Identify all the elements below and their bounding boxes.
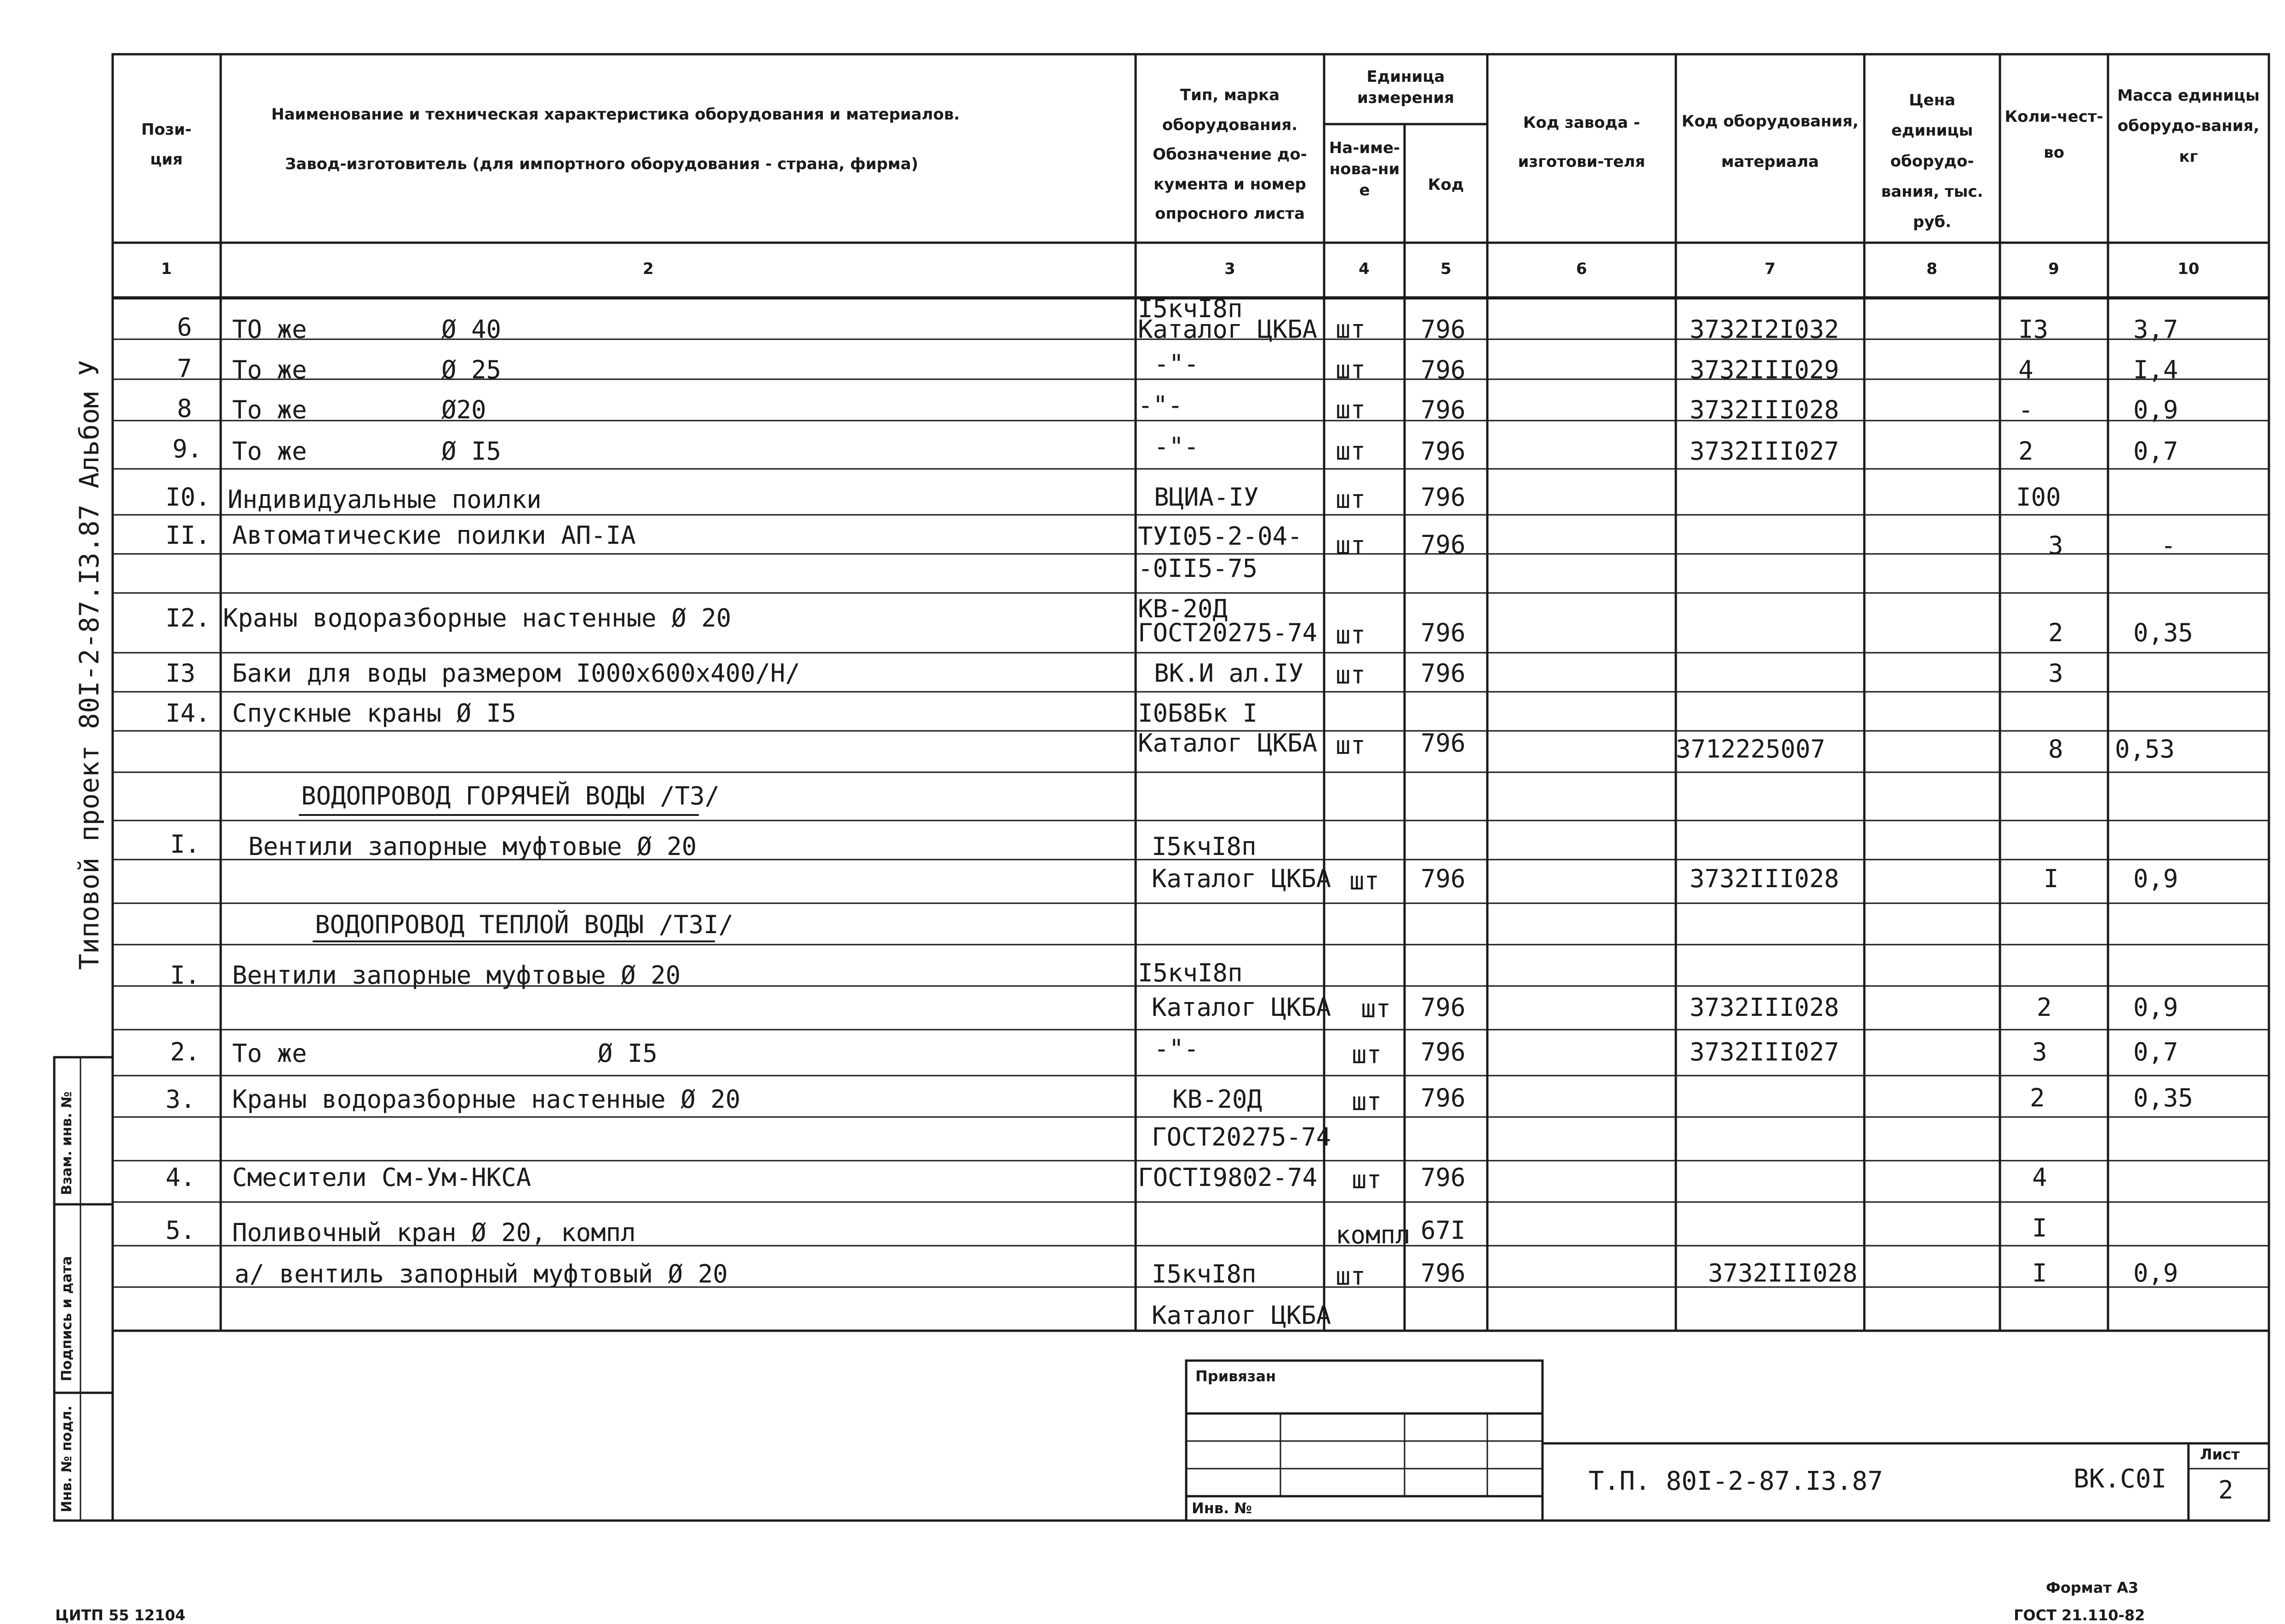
row-pos: I. — [170, 830, 200, 859]
row-unit: шт — [1352, 1087, 1382, 1116]
col-num-9: 9 — [2048, 260, 2059, 278]
row-code: 796 — [1421, 1259, 1466, 1288]
row-dia: Ø I5 — [441, 437, 502, 466]
header-unit-code: Код — [1428, 176, 1464, 194]
header-equip-code: Код оборудования, материала — [1681, 112, 1859, 171]
header-name-line1: Наименование и техническая характеристика оборудования и материалов. — [271, 105, 960, 124]
col-num-7: 7 — [1765, 260, 1776, 278]
row-type: ГОСТ20275-74 — [1152, 1123, 1331, 1151]
row-mass: 0,9 — [2133, 395, 2178, 424]
row-unit: шт — [1336, 1262, 1366, 1291]
row-name: Баки для воды размером I000x600x400/Н/ — [232, 659, 800, 688]
row-type: -"- — [1138, 391, 1183, 420]
row-qty: 2 — [2048, 618, 2063, 647]
row-qty: 2 — [2037, 993, 2052, 1022]
header-name-line2: Завод-изготовитель (для импортного оборудования - страна, фирма) — [285, 155, 919, 173]
row-qty: I — [2044, 864, 2059, 893]
row-unit: шт — [1352, 1040, 1382, 1069]
row-qty: 3 — [2048, 659, 2063, 688]
header-pos: Пози- ция — [141, 120, 192, 169]
row-qty: 4 — [2032, 1163, 2047, 1192]
row-dia: Ø20 — [441, 395, 486, 424]
row-pos: I2. — [166, 604, 211, 633]
row-pos: I. — [170, 961, 200, 990]
row-equip: 3732III028 — [1690, 993, 1839, 1022]
row-qty: - — [2018, 395, 2034, 424]
row-type: ГОСТI9802-74 — [1138, 1163, 1318, 1192]
header-unit: Единица измерения — [1357, 68, 1454, 107]
row-unit: шт — [1336, 661, 1366, 689]
header-mass: Масса единицы оборудо-вания, кг — [2117, 86, 2260, 166]
row-name: Смесители См-Ум-НКСА — [232, 1163, 531, 1192]
row-type: -0II5-75 — [1138, 554, 1258, 583]
row-code: 796 — [1421, 993, 1466, 1022]
row-name: Индивидуальные поилки — [228, 485, 542, 514]
section-title-t31: ВОДОПРОВОД ТЕПЛОЙ ВОДЫ /Т3I/ — [315, 910, 734, 939]
row-mass: 0,53 — [2115, 735, 2175, 764]
row-unit: шт — [1336, 531, 1366, 560]
header-type: Тип, марка оборудования. Обозначение до-кумента и номер опросного листа — [1153, 86, 1307, 223]
col-num-1: 1 — [161, 260, 172, 278]
row-pos: 9. — [172, 434, 203, 463]
row-pos: 8 — [177, 394, 192, 423]
row-equip: 3712225007 — [1676, 735, 1826, 764]
row-unit: шт — [1336, 485, 1366, 514]
row-pos: II. — [166, 521, 211, 550]
row-type: -"- — [1154, 1034, 1199, 1063]
row-code: 796 — [1421, 659, 1466, 688]
row-code: 796 — [1421, 437, 1466, 466]
row-dia: Ø 40 — [441, 315, 502, 344]
row-mass: 0,7 — [2133, 437, 2178, 466]
row-type: ВЦИА-IУ — [1154, 483, 1259, 512]
row-code: 796 — [1421, 1083, 1466, 1112]
row-mass: 0,9 — [2133, 864, 2178, 893]
row-name: Спускные краны Ø I5 — [232, 699, 516, 728]
stamp-inv-podl: Инв. № подл. — [59, 1405, 75, 1512]
sheet-label: Лист — [2200, 1446, 2240, 1463]
row-mass: 0,35 — [2133, 1083, 2194, 1112]
row-type: Каталог ЦКБА — [1138, 315, 1318, 344]
row-mass: - — [2161, 531, 2176, 560]
row-code: 796 — [1421, 1037, 1466, 1066]
row-qty: 2 — [2018, 437, 2034, 466]
row-equip: 3732III029 — [1690, 355, 1839, 384]
row-pos: 2. — [170, 1037, 200, 1066]
inv-no-label: Инв. № — [1192, 1499, 1252, 1517]
row-mass: 0,9 — [2133, 993, 2178, 1022]
doc-mark: ВК.С0I — [2074, 1464, 2167, 1494]
row-unit: шт — [1361, 994, 1391, 1023]
row-qty: 4 — [2018, 355, 2034, 384]
col-num-8: 8 — [1926, 260, 1937, 278]
row-code: 796 — [1421, 483, 1466, 512]
row-mass: 3,7 — [2133, 315, 2178, 344]
row-pos: 7 — [177, 354, 192, 383]
row-equip: 3732I2I032 — [1690, 315, 1839, 344]
header-plant-code: Код завода - изготови-теля — [1518, 114, 1645, 171]
row-name: То же — [232, 437, 307, 466]
row-type: Каталог ЦКБА — [1152, 993, 1331, 1022]
row-type: Каталог ЦКБА — [1152, 1301, 1331, 1330]
header-price: Цена единицы оборудо-вания, тыс. руб. — [1881, 91, 1983, 232]
row-unit: шт — [1336, 731, 1366, 760]
row-name: Вентили запорные муфтовые Ø 20 — [232, 961, 681, 990]
row-unit: шт — [1336, 621, 1366, 650]
row-equip: 3732III028 — [1708, 1259, 1858, 1288]
row-name: ТО же — [232, 315, 307, 344]
row-name: Вентили запорные муфтовые Ø 20 — [248, 832, 697, 861]
col-num-6: 6 — [1576, 260, 1587, 278]
row-code: 67I — [1421, 1216, 1466, 1245]
row-unit: шт — [1336, 437, 1366, 466]
header-unit-name: На-име-нова-ние — [1329, 139, 1400, 199]
header-qty: Коли-чест-во — [2005, 108, 2103, 162]
col-num-5: 5 — [1440, 260, 1451, 278]
row-qty: 3 — [2048, 531, 2063, 560]
row-pos: I4. — [166, 699, 211, 728]
row-qty: I — [2032, 1214, 2047, 1242]
row-equip: 3732III027 — [1690, 1037, 1839, 1066]
sheet-number: 2 — [2218, 1476, 2234, 1504]
row-type: ТУI05-2-04- — [1138, 522, 1302, 551]
row-name: То же — [232, 355, 307, 384]
row-type: Каталог ЦКБА — [1138, 729, 1318, 758]
row-code: 796 — [1421, 864, 1466, 893]
row-type: КВ-20Д — [1138, 594, 1228, 623]
row-type: -"- — [1154, 432, 1199, 461]
col-num-3: 3 — [1224, 260, 1235, 278]
row-equip: 3732III028 — [1690, 864, 1839, 893]
row-unit: компл — [1336, 1220, 1411, 1249]
row-pos: 5. — [166, 1216, 196, 1245]
row-name: То же — [232, 1039, 307, 1068]
side-title: Типовой проект 80I-2-87.I3.87 Альбом У — [74, 360, 105, 970]
col-num-2: 2 — [643, 260, 654, 278]
row-code: 796 — [1421, 395, 1466, 424]
row-type: I5кчI8п — [1152, 1259, 1257, 1288]
row-type: I5кчI8п — [1138, 958, 1243, 987]
row-pos: 3. — [166, 1085, 196, 1114]
row-type: ВК.И ал.IУ — [1154, 659, 1304, 688]
row-qty: 3 — [2032, 1037, 2047, 1066]
row-qty: 8 — [2048, 735, 2063, 764]
row-code: 796 — [1421, 315, 1466, 344]
row-dia: Ø I5 — [598, 1039, 658, 1068]
row-pos: 4. — [166, 1163, 196, 1192]
row-unit: шт — [1336, 315, 1366, 344]
row-unit: шт — [1336, 355, 1366, 384]
row-pos: I0. — [166, 483, 211, 512]
row-mass: I,4 — [2133, 355, 2178, 384]
row-code: 796 — [1421, 1163, 1466, 1192]
row-code: 796 — [1421, 618, 1466, 647]
col-num-4: 4 — [1359, 260, 1370, 278]
stamp-podpis-data: Подпись и дата — [59, 1256, 75, 1381]
gost-label: ГОСТ 21.110-82 — [2014, 1607, 2145, 1624]
row-name: а/ вентиль запорный муфтовый Ø 20 — [234, 1259, 728, 1288]
row-type: КВ-20Д — [1172, 1085, 1262, 1114]
row-type: I5кчI8п — [1152, 832, 1257, 861]
format-label: Формат А3 — [2046, 1579, 2139, 1596]
row-mass: 0,9 — [2133, 1259, 2178, 1288]
doc-code: Т.П. 80I-2-87.I3.87 — [1588, 1466, 1883, 1496]
row-name: Поливочный кран Ø 20, компл — [232, 1218, 636, 1247]
row-qty: I00 — [2016, 483, 2061, 512]
row-unit: шт — [1349, 866, 1380, 895]
row-pos: I3 — [166, 659, 196, 688]
row-equip: 3732III028 — [1690, 395, 1839, 424]
row-pos: 6 — [177, 313, 192, 342]
row-dia: Ø 25 — [441, 355, 502, 384]
row-qty: I3 — [2018, 315, 2049, 344]
row-unit: шт — [1352, 1165, 1382, 1194]
row-mass: 0,35 — [2133, 618, 2194, 647]
privyazan-label: Привязан — [1195, 1368, 1276, 1385]
row-name: Краны водоразборные настенные Ø 20 — [232, 1085, 741, 1114]
col-num-10: 10 — [2177, 260, 2199, 278]
row-type: ГОСТ20275-74 — [1138, 618, 1318, 647]
row-type: I5кчI8п — [1138, 294, 1243, 323]
row-type: Каталог ЦКБА — [1152, 864, 1331, 893]
row-unit: шт — [1336, 395, 1366, 424]
row-mass: 0,7 — [2133, 1037, 2178, 1066]
section-title-t3: ВОДОПРОВОД ГОРЯЧЕЙ ВОДЫ /Т3/ — [301, 781, 720, 810]
row-qty: I — [2032, 1259, 2047, 1288]
printer-code: ЦИТП 55 12104 — [55, 1607, 186, 1624]
stamp-vzam-inv: Взам. инв. № — [59, 1091, 75, 1195]
row-type: -"- — [1154, 349, 1199, 378]
row-name: Автоматические поилки АП-IА — [232, 521, 636, 550]
row-code: 796 — [1421, 729, 1466, 758]
row-name: То же — [232, 395, 307, 424]
row-equip: 3732III027 — [1690, 437, 1839, 466]
row-code: 796 — [1421, 355, 1466, 384]
row-qty: 2 — [2030, 1083, 2045, 1112]
row-code: 796 — [1421, 530, 1466, 559]
row-name: Краны водоразборные настенные Ø 20 — [223, 604, 731, 633]
row-type: I0Б8Бк I — [1138, 699, 1258, 728]
